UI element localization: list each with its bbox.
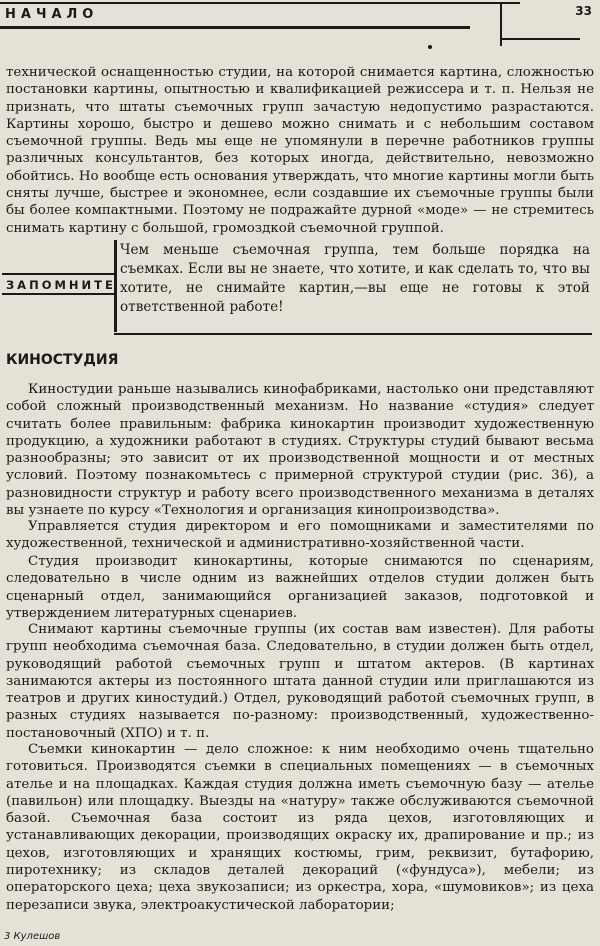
page-number: 33: [575, 4, 592, 18]
intro-paragraph: технической оснащенностью студии, на которой снимается картина, сложностью постановки картины, опытностью и квалификацией режиссера и т. п. Нельзя не признать, что штаты съемочных групп зачастую недопустимо разрастаются. Картины хорошо, быстро и дешево можно снимать и с небольшим составом съемочной группы. Ведь мы еще не упомянули в перечне работников группы различных консультантов, без которых иногда, действительно, невозможно обойтись. Но вообще есть основания утверждать, что многие картины могли быть сняты лучше, быстрее и экономнее, если создавшие их съемочные группы были бы более компактными. Поэтому не подражайте дурной «моде» — не стремитесь снимать картину с большой, громоздкой съемочной группой.: [6, 65, 599, 236]
remember-box-bottom-rule: [114, 333, 592, 335]
section-title: КИНОСТУДИЯ: [6, 352, 119, 368]
decorative-dot: [428, 45, 432, 49]
header-top-rule: [0, 2, 520, 4]
footer-signature: 3 Кулешов: [4, 931, 61, 942]
remember-label-rule-bottom: [2, 293, 114, 295]
body-paragraph: Управляется студия директором и его помощниками и заместителями по художественной, технической и административно-хозяйственной части.: [6, 519, 599, 552]
section-label: НАЧАЛО: [5, 7, 99, 22]
body-paragraph: Киностудии раньше назывались кинофабриками, настолько они представляют собой сложный производственный механизм. Но название «студия» следует считать более правильным: фабрика кинокартин производит художественную продукцию, а художники работают в студиях. Структуры студий бывают весьма разнообразны; это зависит от их производственной мощности и от местных условий. Поэтому познакомьтесь с примерной структурой студии (рис. 36), а разновидности структур и работу всего производственного механизма в деталях вы узнаете по курсу «Технология и организация кинопроизводства».: [6, 382, 599, 519]
remember-text: Чем меньше съемочная группа, тем больше порядка на съемках. Если вы не знаете, что хотите, и как сделать то, что вы хотите, не снимайте картин,—вы еще не готовы к этой ответственной работе!: [120, 242, 590, 315]
body-paragraph: Снимают картины съемочные группы (их состав вам известен). Для работы групп необходима съемочная база. Следовательно, в студии должен быть отдел, руководящий работой съемочных групп и штатом актеров. (В картинах занимаются актеры из постоянного штата данной студии или приглашаются из театров и других киностудий.) Отдел, руководящий работой съемочных групп, в разных студиях называется по-разному: производственный, художественно-постановочный (ХПО) и т. п.: [6, 622, 599, 741]
remember-label: ЗАПОМНИТЕ: [6, 278, 116, 292]
remember-label-rule-top: [2, 273, 114, 275]
header-long-rule: [500, 38, 580, 40]
header-bottom-rule: [0, 26, 470, 29]
body-paragraph: Съемки кинокартин — дело сложное: к ним необходимо очень тщательно готовиться. Производятся съемки в специальных помещениях — в съемочных ателье и на площадках. Каждая студия должна иметь съемочную базу — ателье (павильон) или площадку. Выезды на «натуру» также обслуживаются съемочной базой. Съемочная база состоит из ряда цехов, изготовляющих и устанавливающих декорации, производящих окраску их, драпирование и пр.; из цехов, изготовляющих и хранящих костюмы, грим, реквизит, бутафорию, пиротехнику; из складов деталей декораций («фундуса»), мебели; из операторского цеха; цеха звукозаписи; из оркестра, хора, «шумовиков»; из цеха перезаписи звука, электроакустической лаборатории;: [6, 742, 599, 913]
body-paragraph: Студия производит кинокартины, которые снимаются по сценариям, следовательно в числе одним из важнейших отделов студии должен быть сценарный отдел, занимающийся организацией заказов, подготовкой и утверждением литературных сценариев.: [6, 554, 599, 621]
